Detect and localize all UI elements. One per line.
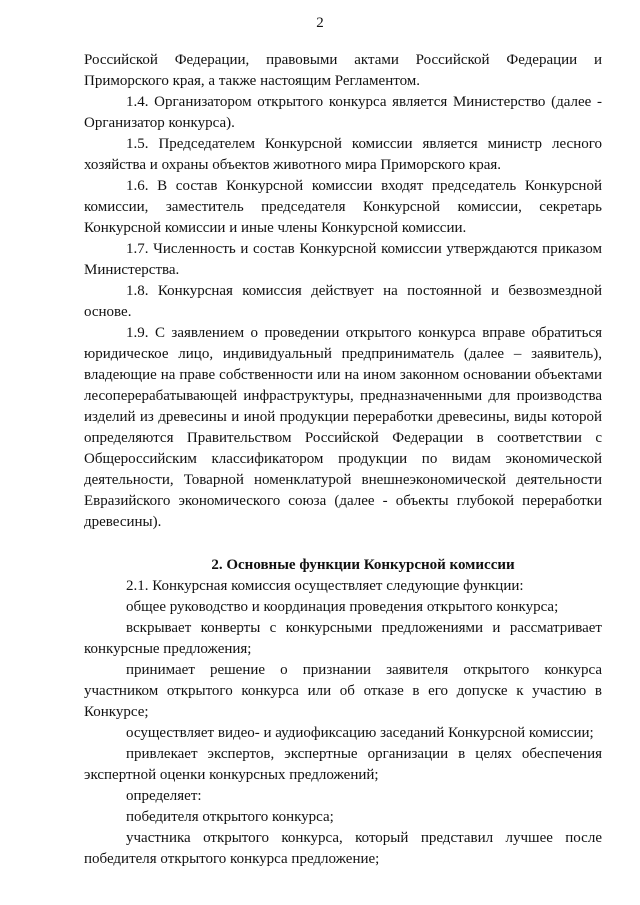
section-heading: 2. Основные функции Конкурсной комиссии <box>211 557 515 573</box>
paragraph: 1.5. Председателем Конкурсной комиссии является министр лесного хозяйства и охраны объектов животного мира Приморского края. <box>84 136 602 173</box>
paragraph: 1.9. С заявлением о проведении открытого конкурса вправе обратиться юридическое лицо, индивидуальный предприниматель (далее – заявитель), владеющие на праве собственности или на ином законном основании объектами лесоперерабатывающей инфраструктуры, предназначенными для производства изделий из древесины и иной продукции переработки древесины, виды которой определяются Правительством Российской Федерации в соответствии с Общероссийским классификатором продукции по видам экономической деятельности, Товарной номенклатурой внешнеэкономической деятельности Евразийского экономического союза (далее - объекты глубокой переработки древесины). <box>84 325 602 530</box>
paragraph: Российской Федерации, правовыми актами Российской Федерации и Приморского края, а также настоящим Регламентом. <box>84 52 602 89</box>
section-2-body <box>84 576 602 870</box>
list-item: определяет: <box>126 788 202 804</box>
paragraph: 2.1. Конкурсная комиссия осуществляет следующие функции: <box>126 578 524 594</box>
document-body <box>84 50 602 870</box>
list-item: участника открытого конкурса, который представил лучшее после победителя открытого конкурса предложение; <box>84 830 602 867</box>
list-item: победителя открытого конкурса; <box>126 809 334 825</box>
list-item: привлекает экспертов, экспертные организации в целях обеспечения экспертной оценки конкурсных предложений; <box>84 746 602 783</box>
list-item: осуществляет видео- и аудиофиксацию заседаний Конкурсной комиссии; <box>126 725 594 741</box>
list-item: принимает решение о признании заявителя открытого конкурса участником открытого конкурса или об отказе в его допуске к участию в Конкурсе; <box>84 662 602 720</box>
list-item: вскрывает конверты с конкурсными предложениями и рассматривает конкурсные предложения; <box>84 620 602 657</box>
paragraph: 1.6. В состав Конкурсной комиссии входят председатель Конкурсной комиссии, заместитель председателя Конкурсной комиссии, секретарь Конкурсной комиссии и иные члены Конкурсной комиссии. <box>84 178 602 236</box>
paragraph: 1.4. Организатором открытого конкурса является Министерство (далее - Организатор конкурса). <box>84 94 602 131</box>
list-item: общее руководство и координация проведения открытого конкурса; <box>126 599 559 615</box>
paragraph: 1.8. Конкурсная комиссия действует на постоянной и безвозмездной основе. <box>84 283 602 320</box>
paragraph: 1.7. Численность и состав Конкурсной комиссии утверждаются приказом Министерства. <box>84 241 602 278</box>
page-number: 2 <box>316 15 324 31</box>
section-1-continuation <box>84 50 602 533</box>
